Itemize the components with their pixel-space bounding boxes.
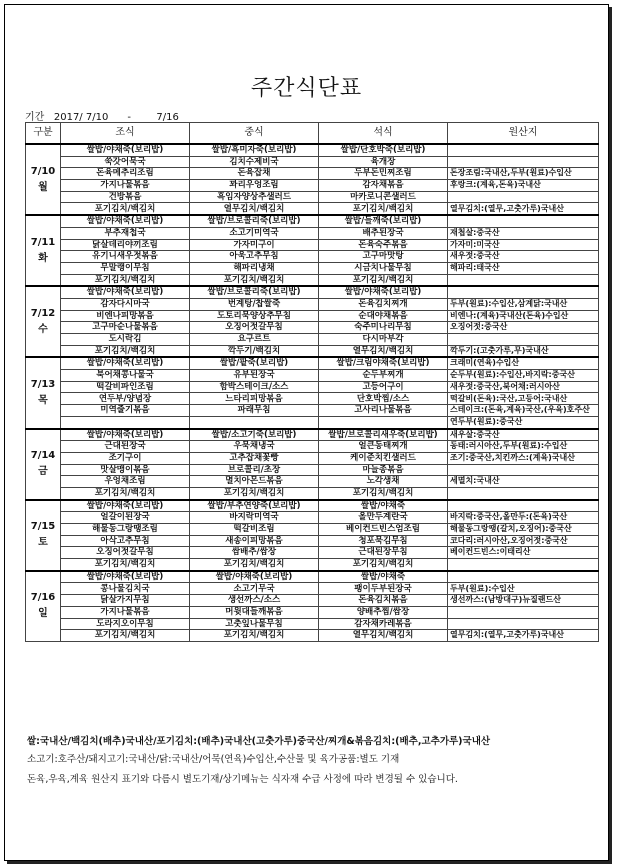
table-row	[26, 416, 599, 428]
cell-origin: 후랑크:(계육,돈육)국내산	[448, 180, 599, 192]
cell-dinner: 쌀밥/야채죽	[319, 571, 448, 583]
table-row	[26, 512, 599, 524]
table-row	[26, 322, 599, 334]
cell-breakfast: 부추재첩국	[61, 227, 190, 239]
cell-breakfast: 가지나물볶음	[61, 606, 190, 618]
table-row	[26, 156, 599, 168]
table-row	[26, 535, 599, 547]
cell-lunch: 소고기미역국	[190, 227, 319, 239]
cell-dinner: 돈육김치찌개	[319, 298, 448, 310]
cell-origin: 스테이크:(돈육,계육)국산,(우육)호주산	[448, 405, 599, 417]
cell-breakfast: 가지나물볶음	[61, 180, 190, 192]
cell-lunch: 함박스테이크/소스	[190, 381, 319, 393]
day-label: 7/15 토	[26, 500, 61, 571]
cell-dinner: 시금치나물무침	[319, 262, 448, 274]
cell-breakfast: 쌀밥/야채죽(보리밥)	[61, 429, 190, 441]
table-row	[26, 595, 599, 607]
cell-dinner: 다시마부각	[319, 334, 448, 346]
cell-origin: 생선까스:(남방대구)뉴질랜드산	[448, 595, 599, 607]
cell-dinner: 돈육김치볶음	[319, 595, 448, 607]
table-row	[26, 476, 599, 488]
header-breakfast: 조식	[61, 123, 190, 145]
cell-origin: 베이컨드빈스:이태리산	[448, 547, 599, 559]
cell-origin	[448, 144, 599, 156]
footer-notice: 돈육,우육,계육 원산지 표기와 다름시 별도기재/상기메뉴는 식자재 수급 사정에 따라 변경될 수 있습니다.	[27, 774, 458, 785]
cell-breakfast: 무말랭이무침	[61, 262, 190, 274]
cell-lunch: 깍두기/백김치	[190, 345, 319, 357]
cell-dinner	[319, 416, 448, 428]
cell-dinner: 고구마맛탕	[319, 251, 448, 263]
cell-origin: 동태:러시아산,두부(원료):수입산	[448, 441, 599, 453]
cell-lunch: 쌈배추/쌈장	[190, 547, 319, 559]
cell-breakfast: 도시락김	[61, 334, 190, 346]
header-dinner: 석식	[319, 123, 448, 145]
cell-dinner: 포기김치/백김치	[319, 559, 448, 571]
cell-breakfast: 해물동그랑땡조림	[61, 524, 190, 536]
cell-origin	[448, 487, 599, 499]
table-row	[26, 298, 599, 310]
cell-lunch: 해파리냉채	[190, 262, 319, 274]
cell-breakfast: 유기니새우젓볶음	[61, 251, 190, 263]
cell-lunch: 쌀밥/부추연양죽(보리밥)	[190, 500, 319, 512]
table-row	[26, 547, 599, 559]
cell-breakfast: 포기김치/백김치	[61, 630, 190, 642]
cell-breakfast: 닭살가지무침	[61, 595, 190, 607]
cell-dinner: 쌀밥/브로콜리새우죽(보리밥)	[319, 429, 448, 441]
cell-lunch: 쌀밥/브로콜리죽(보리밥)	[190, 286, 319, 298]
cell-breakfast: 북어채콩나물국	[61, 370, 190, 382]
cell-origin: 크래미(연육)수입산	[448, 357, 599, 369]
cell-lunch: 도토리묵양상추무침	[190, 310, 319, 322]
cell-dinner: 감자채카레볶음	[319, 618, 448, 630]
cell-breakfast: 고구마순나물볶음	[61, 322, 190, 334]
cell-lunch: 브로콜리/초장	[190, 464, 319, 476]
cell-origin: 열무김치:(열무,고춧가루)국내산	[448, 630, 599, 642]
cell-dinner: 배추된장국	[319, 227, 448, 239]
cell-breakfast: 연두부/양념장	[61, 393, 190, 405]
cell-origin: 떡갈비(돈육):국산,고등어:국내산	[448, 393, 599, 405]
cell-dinner: 순두부찌개	[319, 370, 448, 382]
cell-dinner: 쌀밥/크림야채죽(보리밥)	[319, 357, 448, 369]
cell-origin: 세멸치:국내산	[448, 476, 599, 488]
cell-breakfast: 근대된장국	[61, 441, 190, 453]
table-row	[26, 370, 599, 382]
cell-dinner: 쌀밥/들깨죽(보리밥)	[319, 215, 448, 227]
day-label: 7/10 월	[26, 144, 61, 215]
cell-lunch: 고추잡채꽃빵	[190, 452, 319, 464]
table-row	[26, 559, 599, 571]
cell-breakfast: 쌀밥/야채죽(보리밥)	[61, 144, 190, 156]
cell-lunch: 포기김치/백김치	[190, 630, 319, 642]
day-label: 7/11 화	[26, 215, 61, 286]
cell-breakfast: 포기김치/백김치	[61, 274, 190, 286]
cell-origin: 깍두기:(고춧가루,무)국내산	[448, 345, 599, 357]
cell-lunch: 쌀밥/브로콜리죽(보리밥)	[190, 215, 319, 227]
cell-dinner: 케이준치킨샐러드	[319, 452, 448, 464]
cell-dinner: 마카로니콘샐러드	[319, 191, 448, 203]
cell-origin: 오징어젓:중국산	[448, 322, 599, 334]
cell-breakfast: 미역줄기볶음	[61, 405, 190, 417]
cell-breakfast: 쌀밥/야채죽(보리밥)	[61, 500, 190, 512]
footer-origin-line2: 소고기:호주산/돼지고기:국내산/닭:국내산/어묵(연육)수입산,수산물 및 육가공품:별도 기재	[27, 754, 400, 765]
cell-breakfast: 비엔나피망볶음	[61, 310, 190, 322]
cell-dinner: 쌀밥/야채죽(보리밥)	[319, 286, 448, 298]
menu-page	[4, 4, 609, 861]
cell-lunch: 쌀밥/팥죽(보리밥)	[190, 357, 319, 369]
cell-dinner: 양배추찜/쌈장	[319, 606, 448, 618]
period-label: 기간 2017/ 7/10 - 7/16	[25, 112, 179, 123]
cell-lunch: 쌀밥/야채죽(보리밥)	[190, 571, 319, 583]
cell-lunch: 느타리피망볶음	[190, 393, 319, 405]
cell-dinner: 돈육숙주볶음	[319, 239, 448, 251]
table-row	[26, 452, 599, 464]
cell-breakfast: 닭살데리야끼조림	[61, 239, 190, 251]
cell-lunch: 바지락미역국	[190, 512, 319, 524]
cell-breakfast	[61, 416, 190, 428]
header-division: 구분	[26, 123, 61, 145]
cell-breakfast: 쌀밥/야채죽(보리밥)	[61, 571, 190, 583]
cell-breakfast: 떡갈비파인조림	[61, 381, 190, 393]
table-row	[26, 274, 599, 286]
cell-lunch: 생선까스/소스	[190, 595, 319, 607]
cell-breakfast: 포기김치/백김치	[61, 487, 190, 499]
table-row	[26, 583, 599, 595]
cell-dinner: 두부돈민찌조림	[319, 168, 448, 180]
cell-dinner: 포기김치/백김치	[319, 203, 448, 215]
cell-dinner: 쌀밥/야채죽	[319, 500, 448, 512]
cell-breakfast: 아삭고추무침	[61, 535, 190, 547]
cell-lunch: 멸치아몬드볶음	[190, 476, 319, 488]
table-row	[26, 524, 599, 536]
cell-dinner: 단호박찜/소스	[319, 393, 448, 405]
cell-breakfast: 포기김치/백김치	[61, 203, 190, 215]
cell-breakfast: 조기구이	[61, 452, 190, 464]
cell-dinner: 노각생채	[319, 476, 448, 488]
cell-origin: 코다리:러시아산,오징어젓:중국산	[448, 535, 599, 547]
table-row	[26, 180, 599, 192]
cell-lunch: 포기김치/백김치	[190, 274, 319, 286]
cell-breakfast: 쌀밥/야채죽(보리밥)	[61, 357, 190, 369]
cell-lunch: 유부된장국	[190, 370, 319, 382]
cell-origin	[448, 606, 599, 618]
cell-origin: 가자미:미국산	[448, 239, 599, 251]
cell-origin: 두부(원료):수입산	[448, 583, 599, 595]
table-row	[26, 203, 599, 215]
cell-dinner: 베이컨드빈스엄조림	[319, 524, 448, 536]
table-row	[26, 606, 599, 618]
cell-dinner: 숙주미나리무침	[319, 322, 448, 334]
cell-origin	[448, 215, 599, 227]
cell-origin	[448, 156, 599, 168]
cell-lunch: 꽈리우엉조림	[190, 180, 319, 192]
cell-origin	[448, 571, 599, 583]
cell-lunch: 포기김치/백김치	[190, 487, 319, 499]
cell-dinner: 마늘종볶음	[319, 464, 448, 476]
cell-origin: 새우살:중국산	[448, 429, 599, 441]
cell-origin	[448, 618, 599, 630]
cell-origin	[448, 274, 599, 286]
cell-breakfast: 쑥갓어묵국	[61, 156, 190, 168]
table-row	[26, 357, 599, 369]
cell-origin: 해물동그랑땡(갈치,오징어):중국산	[448, 524, 599, 536]
cell-breakfast: 건방볶음	[61, 191, 190, 203]
cell-origin: 새우젓:중국산	[448, 251, 599, 263]
table-row	[26, 334, 599, 346]
cell-origin	[448, 191, 599, 203]
cell-lunch: 열무김치/백김치	[190, 203, 319, 215]
cell-breakfast: 쌀밥/야채죽(보리밥)	[61, 286, 190, 298]
cell-origin: 연두부(원료):중국산	[448, 416, 599, 428]
cell-origin	[448, 286, 599, 298]
cell-origin: 비엔나:(계육)국내산(돈육)수입산	[448, 310, 599, 322]
table-row	[26, 464, 599, 476]
table-row	[26, 191, 599, 203]
cell-origin: 열무김치:(열무,고춧가루)국내산	[448, 203, 599, 215]
cell-breakfast: 포기김치/백김치	[61, 559, 190, 571]
cell-dinner: 육개장	[319, 156, 448, 168]
footer-origin-line1: 쌀:국내산/백김치(배추)국내산/포기김치:(배추)국내산(고춧가루)중국산/찌개&볶음김치:(배추,고추가루)국내산	[27, 736, 491, 747]
cell-lunch: 파래무침	[190, 405, 319, 417]
cell-breakfast: 우엉채조림	[61, 476, 190, 488]
table-row	[26, 630, 599, 642]
cell-origin	[448, 559, 599, 571]
cell-lunch: 새송이피망볶음	[190, 535, 319, 547]
table-row	[26, 239, 599, 251]
menu-table	[25, 122, 599, 642]
cell-dinner: 팽이두부된장국	[319, 583, 448, 595]
cell-lunch: 떡갈비조림	[190, 524, 319, 536]
cell-lunch: 포기김치/백김치	[190, 559, 319, 571]
cell-lunch: 번계탕/찹쌀죽	[190, 298, 319, 310]
cell-breakfast: 감자다시마국	[61, 298, 190, 310]
cell-dinner: 감자채볶음	[319, 180, 448, 192]
header-lunch: 중식	[190, 123, 319, 145]
table-row	[26, 393, 599, 405]
cell-breakfast: 얼갈이된장국	[61, 512, 190, 524]
cell-dinner: 고사리나물볶음	[319, 405, 448, 417]
cell-lunch: 머윗대들깨볶음	[190, 606, 319, 618]
table-row	[26, 227, 599, 239]
cell-origin	[448, 334, 599, 346]
cell-breakfast: 쌀밥/야채죽(보리밥)	[61, 215, 190, 227]
header-origin: 원산지	[448, 123, 599, 145]
cell-origin	[448, 464, 599, 476]
cell-breakfast: 콩나물김치국	[61, 583, 190, 595]
menu-body	[26, 144, 599, 641]
cell-origin: 새우젓:중국산,북어채:러시아산	[448, 381, 599, 393]
cell-dinner: 열무김치/백김치	[319, 345, 448, 357]
table-row	[26, 500, 599, 512]
cell-origin: 해파리:태국산	[448, 262, 599, 274]
cell-dinner: 포기김치/백김치	[319, 487, 448, 499]
cell-lunch: 고춧잎나물무침	[190, 618, 319, 630]
day-label: 7/14 금	[26, 429, 61, 500]
cell-lunch	[190, 416, 319, 428]
cell-breakfast: 도라지오이무침	[61, 618, 190, 630]
cell-dinner: 쌀밥/단호박죽(보리밥)	[319, 144, 448, 156]
cell-lunch: 돈육잡채	[190, 168, 319, 180]
table-row	[26, 168, 599, 180]
table-row	[26, 262, 599, 274]
table-row	[26, 571, 599, 583]
cell-origin: 돈장조림:국내산,두부(원료)수입산	[448, 168, 599, 180]
cell-origin: 순두부(원료):수입산,바지락:중국산	[448, 370, 599, 382]
day-label: 7/13 목	[26, 357, 61, 428]
cell-dinner: 얼큰동태찌개	[319, 441, 448, 453]
cell-dinner: 열무김치/백김치	[319, 630, 448, 642]
cell-origin	[448, 500, 599, 512]
table-row	[26, 487, 599, 499]
table-row	[26, 310, 599, 322]
table-row	[26, 215, 599, 227]
cell-lunch: 쌀밥/흑미자죽(보리밥)	[190, 144, 319, 156]
cell-lunch: 오징어젓갈무침	[190, 322, 319, 334]
table-row	[26, 618, 599, 630]
cell-origin: 조기:중국산,치킨까스:(계육)국내산	[448, 452, 599, 464]
table-row	[26, 144, 599, 156]
cell-lunch: 가자미구이	[190, 239, 319, 251]
cell-breakfast: 맛살맹이볶음	[61, 464, 190, 476]
cell-lunch: 우묵채냉국	[190, 441, 319, 453]
cell-lunch: 흑임자양상추샐러드	[190, 191, 319, 203]
cell-lunch: 김치수제비국	[190, 156, 319, 168]
page-title: 주간식단표	[250, 76, 363, 101]
cell-dinner: 올만두계란국	[319, 512, 448, 524]
cell-breakfast: 오징어젓갈무침	[61, 547, 190, 559]
cell-dinner: 청포묵김무침	[319, 535, 448, 547]
table-row	[26, 251, 599, 263]
header-row	[26, 123, 599, 145]
cell-dinner: 고등어구이	[319, 381, 448, 393]
cell-origin: 바지락:중국산,올만두:(돈육)국산	[448, 512, 599, 524]
table-row	[26, 381, 599, 393]
table-row	[26, 405, 599, 417]
table-row	[26, 345, 599, 357]
cell-dinner: 순대야채볶음	[319, 310, 448, 322]
table-row	[26, 441, 599, 453]
cell-lunch: 요구르트	[190, 334, 319, 346]
cell-lunch: 소고기무국	[190, 583, 319, 595]
cell-dinner: 근대된장무침	[319, 547, 448, 559]
day-label: 7/12 수	[26, 286, 61, 357]
cell-lunch: 아욱고추무침	[190, 251, 319, 263]
cell-breakfast: 돈육메추리조림	[61, 168, 190, 180]
table-row	[26, 286, 599, 298]
day-label: 7/16 일	[26, 571, 61, 642]
cell-lunch: 쌀밥/소고기죽(보리밥)	[190, 429, 319, 441]
cell-origin: 재첩살:중국산	[448, 227, 599, 239]
cell-breakfast: 포기김치/백김치	[61, 345, 190, 357]
cell-origin: 두부(원료):수입산,삼계닭:국내산	[448, 298, 599, 310]
cell-dinner: 포기김치/백김치	[319, 274, 448, 286]
table-row	[26, 429, 599, 441]
